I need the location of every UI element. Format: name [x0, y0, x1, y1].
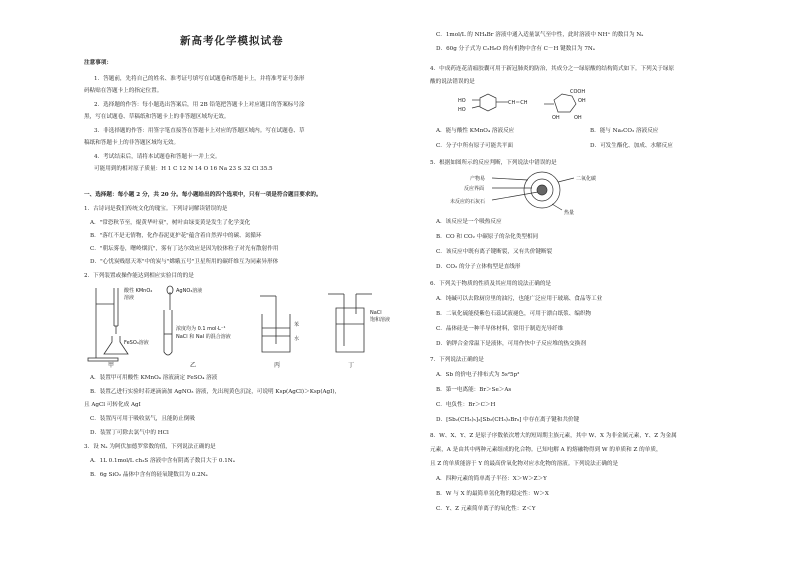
reaction-label: 二氧化碳: [576, 176, 597, 182]
question-4-stem: 4．中成药连花清瘟胶囊可用于新冠肺炎的防治，其成分之一绿原酸的结构简式如下。下列关于绿原: [430, 66, 675, 72]
question-3-option-c: C．1mol/L 的 NH₄Br 溶液中通入适量氯气至中性，此时溶液中 NH⁺ 的数目为 Nₐ: [436, 32, 644, 38]
question-6-option-c: C．晶体硅是一种半导体材料，常用于制造光导纤维: [436, 326, 564, 332]
question-7-option-c: C．电负性：Br＞C＞H: [436, 402, 496, 408]
structure-figure: [450, 88, 620, 124]
question-4-option-a: A．能与酸性 KMnO₄ 溶液反应: [436, 128, 515, 134]
question-6-stem: 6．下列关于物质的性质及其应用的说法正确的是: [430, 281, 552, 287]
question-8-option-a: A．四种元素的简单离子半径：X＞W＞Z＞Y: [436, 476, 547, 482]
struct-label: HO: [458, 98, 466, 104]
question-8-option-c: C．Y、Z 元素简单离子的氧化性：Z＜Y: [436, 506, 536, 512]
question-5-option-c: C．该反应中既有离子键断裂，又有共价键断裂: [436, 249, 553, 255]
question-3-option-a: A．1L 0.1mol/L ch₃S 溶液中含有阴离子数目大于 0.1Nₐ: [90, 458, 235, 464]
notice-line: 黑，写在试题卷、草稿纸和答题卡上的非答题区域均无效。: [84, 114, 230, 120]
fig-label: 饱和溶液: [370, 317, 391, 323]
fig-label: 溶液: [124, 295, 135, 301]
fig-label: 水: [294, 336, 300, 342]
question-3-option-b: B．6g SiO₂ 晶体中含有的硅氧键数目为 0.2Nₐ: [90, 472, 208, 478]
question-7-option-a: A．Sb 的价电子排布式为 5s²5p³: [436, 372, 520, 378]
question-4-stem-cont: 酸的说法错误的是: [430, 79, 475, 85]
reaction-figure: [450, 170, 620, 216]
question-8-stem-cont: 元素，A 是由其中两种元素组成的化合物。已知电解 A 的熔融物得到 W 的单质和 Z 的单质，: [430, 447, 662, 453]
notice-line: 码粘贴在答题卡上的指定位置。: [84, 88, 163, 94]
question-1-stem: 1．古诗词是我们传统文化的瑰宝。下列诗词解读错误的是: [84, 206, 228, 212]
question-4-option-c: C．分子中所有原子可能共平面: [436, 143, 513, 149]
notice-line: 1．答题前，先将自己的姓名、准考证号填写在试题卷和答题卡上，并将准考证号条形: [94, 76, 305, 82]
question-7-option-d: D．[Sb₂(CH₃)₅]₂[Sb₂(CH₃)₂Br₆] 中存在离子键和共价键: [436, 417, 580, 423]
question-4-option-d: D．可发生酯化、加成、水解反应: [590, 143, 673, 149]
notice-line: 2．选择题的作答：每小题选出答案后，用 2B 铅笔把答题卡上对应题目的答案标号涂: [94, 102, 305, 108]
fig-caption: 甲: [108, 362, 115, 368]
struct-label: CH＝CH: [508, 100, 528, 106]
fig-label: 浓度均为 0.1 mol·L⁻¹: [176, 326, 226, 332]
page-title: 新高考化学模拟试卷: [180, 35, 284, 47]
question-2-option-b: B．装置乙进行实验时若逐滴滴加 AgNO₃ 溶液，先出现黄色沉淀，可说明 Ksp(AgCl)＞Ksp(AgI)，: [90, 389, 341, 395]
question-2-option-a: A．装置甲可用酸性 KMnO₄ 溶液滴定 FeSO₄ 溶液: [90, 375, 218, 381]
question-6-option-d: D．钠钾合金常温下是液体，可用作快中子反应堆的热交换剂: [436, 341, 586, 347]
question-2-option-c: C．装置丙可用于吸收氨气，且能防止倒吸: [90, 416, 195, 422]
question-2-option-d: D．装置丁可除去氯气中的 HCl: [90, 430, 169, 436]
struct-label: OH: [578, 98, 586, 104]
question-2-option-b-cont: 且 AgCl 可转化成 AgI: [84, 402, 141, 408]
question-5-option-d: D．CO₂ 的分子立体构型是直线形: [436, 264, 521, 270]
notice-line: 3．非选择题的作答：用签字笔直接答在答题卡上对应的答题区域内。写在试题卷、草: [94, 128, 305, 134]
question-3-option-d: D．60g 分子式为 C₃H₈O 的有机物中含有 C－H 键数目为 7Nₐ: [436, 46, 595, 52]
question-1-option-d: D．"心忧炭贱愿天寒"中的炭与"嫦娥五号"卫星所用的碳纤维互为同素异形体: [90, 259, 279, 265]
fig-caption: 丁: [348, 362, 355, 368]
question-5-option-a: A．该反应是一个吸热反应: [436, 219, 502, 225]
question-4-option-b: B．能与 Na₂CO₃ 溶液反应: [590, 128, 659, 134]
reaction-label: 未反应的石灰石: [450, 199, 486, 205]
question-8-stem-cont: 且 Z 的单质能溶于 Y 的最高价氧化物对应水化物的溶液。下列说法正确的是: [430, 461, 619, 467]
struct-label: HO: [458, 107, 466, 113]
reaction-label: 反应界面: [464, 186, 485, 192]
apparatus-figure: [84, 284, 414, 368]
fig-label: NaCl 和 NaI 的混合溶液: [176, 334, 231, 340]
question-2-stem: 2．下列装置或操作能达到相应实验目的的是: [84, 273, 194, 279]
fig-label: 酸性 KMnO₄: [124, 288, 153, 294]
notice-line: 4．考试结束后，请将本试题卷和答题卡一并上交。: [94, 154, 221, 160]
fig-label: AgNO₃溶液: [176, 288, 203, 294]
section-heading: 一、选择题：每小题 2 分，共 20 分。每小题给出的四个选项中，只有一项是符合题目要求的。: [84, 192, 322, 198]
atomic-mass-line: 可能用到的相对原子质量：H 1 C 12 N 14 O 16 Na 23 S 32 Cl 35.5: [94, 166, 273, 172]
question-6-option-a: A．纯碱可以去除厨房里的油污，也能广泛应用于玻璃、食品等工业: [436, 296, 603, 302]
question-5-stem: 5．根据如图所示的反应判断，下列说法中错误的是: [430, 160, 557, 166]
question-1-option-c: C．"朝坛雾卷，曙岭烟沉"，雾有丁达尔效应是因为胶体粒子对光有散射作用: [90, 246, 279, 252]
question-7-option-b: B．第一电离能：Br＞Se＞As: [436, 387, 512, 393]
fig-caption: 丙: [274, 362, 281, 368]
reaction-label: 产物易: [470, 176, 486, 182]
reaction-label: 热量: [564, 210, 575, 216]
fig-label: 苯: [294, 322, 300, 328]
question-3-stem: 3．设 Nₐ 为阿伏加德罗常数的值，下列说法正确的是: [84, 444, 216, 450]
question-6-option-b: B．二氧化硫能使紫色石蕊试液褪色，可用于漂白纸浆、编织物: [436, 311, 592, 317]
question-5-option-b: B．CO 和 CO₂ 中碳原子的杂化类型相同: [436, 234, 539, 240]
fig-label: FeSO₄溶液: [124, 340, 149, 346]
question-1-option-b: B．"落红不是无情物，化作春泥更护花"蕴含着自然界中的碳、氮循环: [90, 233, 262, 239]
fig-label: NaCl: [370, 310, 382, 316]
struct-label: COOH: [570, 89, 586, 95]
question-8-option-b: B．W 与 X 的最简单氢化物的稳定性：W＞X: [436, 491, 549, 497]
struct-label: OH: [574, 115, 582, 121]
question-1-option-a: A．"常恐秋节至，焜黄华叶衰"，树叶由绿变黄是发生了化学变化: [90, 220, 251, 226]
question-8-stem: 8．W、X、Y、Z 是原子序数依次增大的短周期主族元素，其中 W、X 为非金属元素，Y、Z 为金属: [430, 433, 677, 439]
struct-label: OH: [552, 115, 560, 121]
notice-line: 稿纸和答题卡上的非答题区域均无效。: [84, 140, 180, 146]
question-7-stem: 7．下列说法正确的是: [430, 357, 484, 363]
fig-caption: 乙: [190, 362, 197, 368]
notice-heading: 注意事项：: [84, 60, 112, 66]
